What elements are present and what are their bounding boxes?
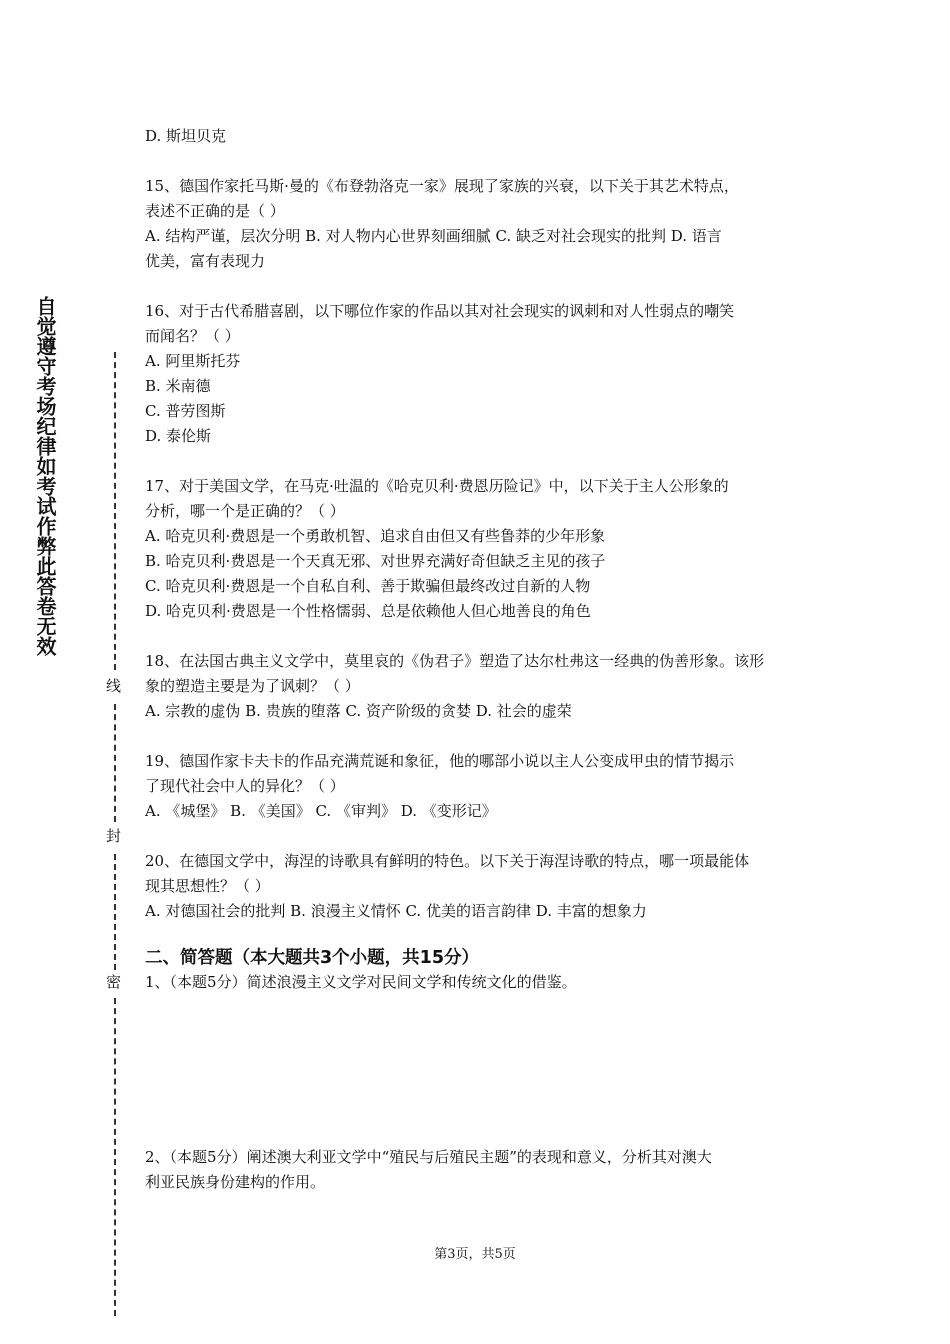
question-text: 18、在法国古典主义文学中，莫里哀的《伪君子》塑造了达尔杜弗这一经典的伪善形象。该形 xyxy=(145,652,765,670)
page-number: 第3页，共5页 xyxy=(434,1247,516,1262)
question-text: 20、在德国文学中，海涅的诗歌具有鲜明的特色。以下关于海涅诗歌的特点，哪一项最能体 xyxy=(145,852,750,870)
options-text: A. 《城堡》 B. 《美国》 C. 《审判》 D. 《变形记》 xyxy=(145,802,497,820)
question-20 xyxy=(145,849,810,924)
cut-label-line: 线 xyxy=(104,678,122,693)
question-text: 15、德国作家托马斯·曼的《布登勃洛克一家》展现了家族的兴衰，以下关于其艺术特点， xyxy=(145,177,739,195)
cut-line-segment xyxy=(114,854,116,970)
section-title-short-answer: 二、简答题（本大题共3个小题，共15分） xyxy=(145,948,480,968)
option-a: A. 阿里斯托芬 xyxy=(145,352,241,370)
question-17 xyxy=(145,474,810,624)
option-b: B. 米南德 xyxy=(145,377,211,395)
short-answer-text: 1、（本题5分）简述浪漫主义文学对民间文学和传统文化的借鉴。 xyxy=(145,973,577,991)
cut-label-secret: 密 xyxy=(104,974,122,989)
options-text: 优美，富有表现力 xyxy=(145,252,266,270)
question-18 xyxy=(145,649,810,724)
cut-label-seal: 封 xyxy=(104,828,122,843)
option-a: A. 哈克贝利·费恩是一个勇敢机智、追求自由但又有些鲁莽的少年形象 xyxy=(145,527,606,545)
question-text: 现其思想性？（ ） xyxy=(145,877,270,895)
options-text: A. 结构严谨，层次分明 B. 对人物内心世界刻画细腻 C. 缺乏对社会现实的批判 D. 语言 xyxy=(145,227,722,245)
question-text: 了现代社会中人的异化？（ ） xyxy=(145,777,345,795)
option-d: D. 哈克贝利·费恩是一个性格懦弱、总是依赖他人但心地善良的角色 xyxy=(145,602,591,620)
binding-margin xyxy=(0,0,140,1344)
options-text: A. 对德国社会的批判 B. 浪漫主义情怀 C. 优美的语言韵律 D. 丰富的想象力 xyxy=(145,902,647,920)
cut-line-segment xyxy=(114,998,116,1316)
short-answer-text: 2、（本题5分）阐述澳大利亚文学中“殖民与后殖民主题”的表现和意义，分析其对澳大 xyxy=(145,1148,712,1166)
question-text: 17、对于美国文学，在马克·吐温的《哈克贝利·费恩历险记》中，以下关于主人公形象的 xyxy=(145,477,729,495)
question-text: 象的塑造主要是为了讽刺？（ ） xyxy=(145,677,360,695)
question-text: 16、对于古代希腊喜剧，以下哪位作家的作品以其对社会现实的讽刺和对人性弱点的嘲笑 xyxy=(145,302,735,320)
question-19 xyxy=(145,749,810,824)
question-text: 表述不正确的是（ ） xyxy=(145,202,285,220)
short-answer-2 xyxy=(145,1145,810,1195)
short-answer-text: 利亚民族身份建构的作用。 xyxy=(145,1173,326,1191)
cut-line-segment xyxy=(114,704,116,822)
question-16 xyxy=(145,299,810,449)
option-d: D. 泰伦斯 xyxy=(145,427,212,445)
option-c: C. 普劳图斯 xyxy=(145,402,226,420)
option-text: D. 斯坦贝克 xyxy=(145,127,227,145)
options-text: A. 宗教的虚伪 B. 贵族的堕落 C. 资产阶级的贪婪 D. 社会的虚荣 xyxy=(145,702,572,720)
option-c: C. 哈克贝利·费恩是一个自私自利、善于欺骗但最终改过自新的人物 xyxy=(145,577,591,595)
question-list xyxy=(145,124,810,924)
short-answer-1 xyxy=(145,970,810,995)
question-text: 而闻名？（ ） xyxy=(145,327,240,345)
question-block-option xyxy=(145,124,810,149)
exam-discipline-warning: 自觉遵守考场纪律如考试作弊此答卷无效 xyxy=(33,296,57,656)
cut-line-segment xyxy=(114,352,116,670)
question-15 xyxy=(145,174,810,274)
question-text: 分析，哪一个是正确的？（ ） xyxy=(145,502,345,520)
option-b: B. 哈克贝利·费恩是一个天真无邪、对世界充满好奇但缺乏主见的孩子 xyxy=(145,552,606,570)
question-text: 19、德国作家卡夫卡的作品充满荒诞和象征，他的哪部小说以主人公变成甲虫的情节揭示 xyxy=(145,752,735,770)
